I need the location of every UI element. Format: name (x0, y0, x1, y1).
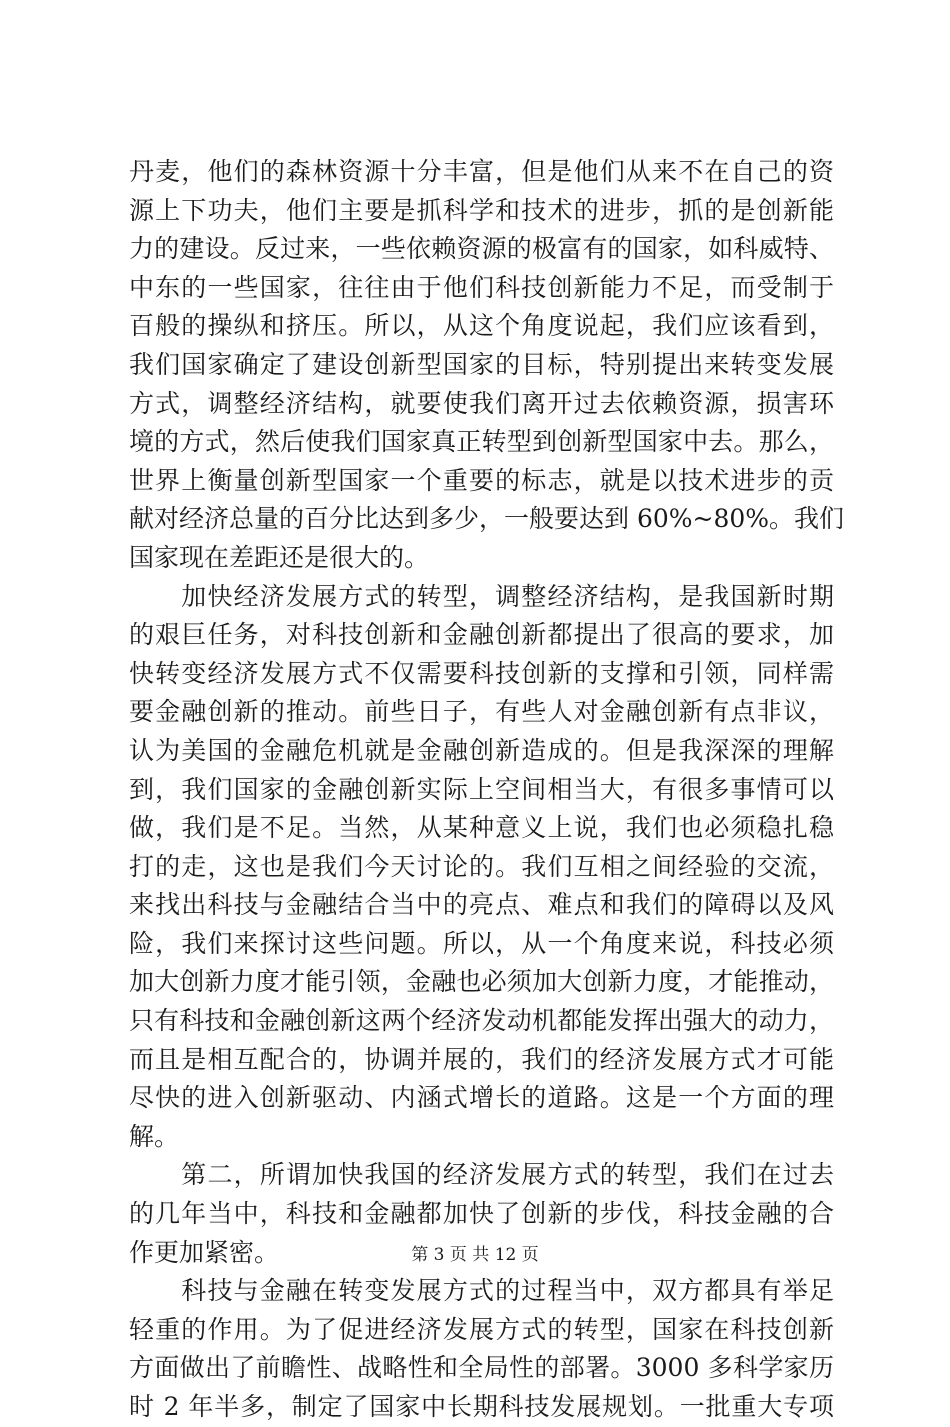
text-line: 的艰巨任务，对科技创新和金融创新都提出了很高的要求，加 (129, 620, 834, 650)
text-line: 要金融创新的推动。前些日子，有些人对金融创新有点非议， (129, 697, 834, 727)
text-line: 轻重的作用。为了促进经济发展方式的转型，国家在科技创新 (129, 1314, 834, 1344)
body-text (129, 153, 845, 1427)
text-line: 科技与金融在转变发展方式的过程当中，双方都具有举足 (129, 1276, 834, 1306)
text-line: 方面做出了前瞻性、战略性和全局性的部署。3000 多科学家历 (129, 1353, 834, 1383)
text-line: 献对经济总量的百分比达到多少，一般要达到 60%~80%。我们 (129, 504, 845, 534)
text-line: 认为美国的金融危机就是金融创新造成的。但是我深深的理解 (129, 735, 834, 765)
text-line: 来找出科技与金融结合当中的亮点、难点和我们的障碍以及风 (129, 890, 834, 920)
text-line: 作更加紧密。 (129, 1237, 280, 1267)
text-line: 丹麦，他们的森林资源十分丰富，但是他们从来不在自己的资 (129, 157, 834, 186)
page-number: 第 3 页 共 12 页 (411, 1245, 539, 1265)
text-line: 尽快的进入创新驱动、内涵式增长的道路。这是一个方面的理 (129, 1083, 834, 1113)
text-line: 国家现在差距还是很大的。 (129, 542, 430, 572)
page-footer (0, 1240, 950, 1265)
text-line: 快转变经济发展方式不仅需要科技创新的支撑和引领，同样需 (129, 658, 834, 688)
text-line: 百般的操纵和挤压。所以，从这个角度说起，我们应该看到， (129, 311, 834, 341)
text-line: 解。 (129, 1121, 180, 1151)
text-line: 打的走，这也是我们今天讨论的。我们互相之间经验的交流， (129, 851, 834, 881)
text-line: 只有科技和金融创新这两个经济发动机都能发挥出强大的动力， (129, 1006, 834, 1036)
text-line: 险，我们来探讨这些问题。所以，从一个角度来说，科技必须 (129, 928, 834, 958)
text-line: 力的建设。反过来，一些依赖资源的极富有的国家，如科威特、 (129, 234, 834, 264)
text-line: 加大创新力度才能引领，金融也必须加大创新力度，才能推动， (129, 967, 834, 997)
text-line: 时 2 年半多，制定了国家中长期科技发展规划。一批重大专项 (129, 1392, 834, 1421)
text-line: 世界上衡量创新型国家一个重要的标志，就是以技术进步的贡 (129, 465, 834, 495)
text-line: 中东的一些国家，往往由于他们科技创新能力不足，而受制于 (129, 272, 834, 302)
text-line: 源上下功夫，他们主要是抓科学和技术的进步，抓的是创新能 (129, 195, 834, 225)
text-line: 第二，所谓加快我国的经济发展方式的转型，我们在过去 (129, 1160, 834, 1190)
text-line: 到，我们国家的金融创新实际上空间相当大，有很多事情可以 (129, 774, 834, 804)
text-line: 境的方式，然后使我们国家真正转型到创新型国家中去。那么， (129, 427, 834, 457)
text-line: 做，我们是不足。当然，从某种意义上说，我们也必须稳扎稳 (129, 813, 834, 843)
text-line: 而且是相互配合的，协调并展的，我们的经济发展方式才可能 (129, 1044, 834, 1074)
text-line: 我们国家确定了建设创新型国家的目标，特别提出来转变发展 (129, 349, 834, 379)
text-line: 的几年当中，科技和金融都加快了创新的步伐，科技金融的合 (129, 1199, 834, 1229)
text-line: 加快经济发展方式的转型，调整经济结构，是我国新时期 (129, 581, 834, 611)
text-line: 方式，调整经济结构，就要使我们离开过去依赖资源，损害环 (129, 388, 834, 418)
